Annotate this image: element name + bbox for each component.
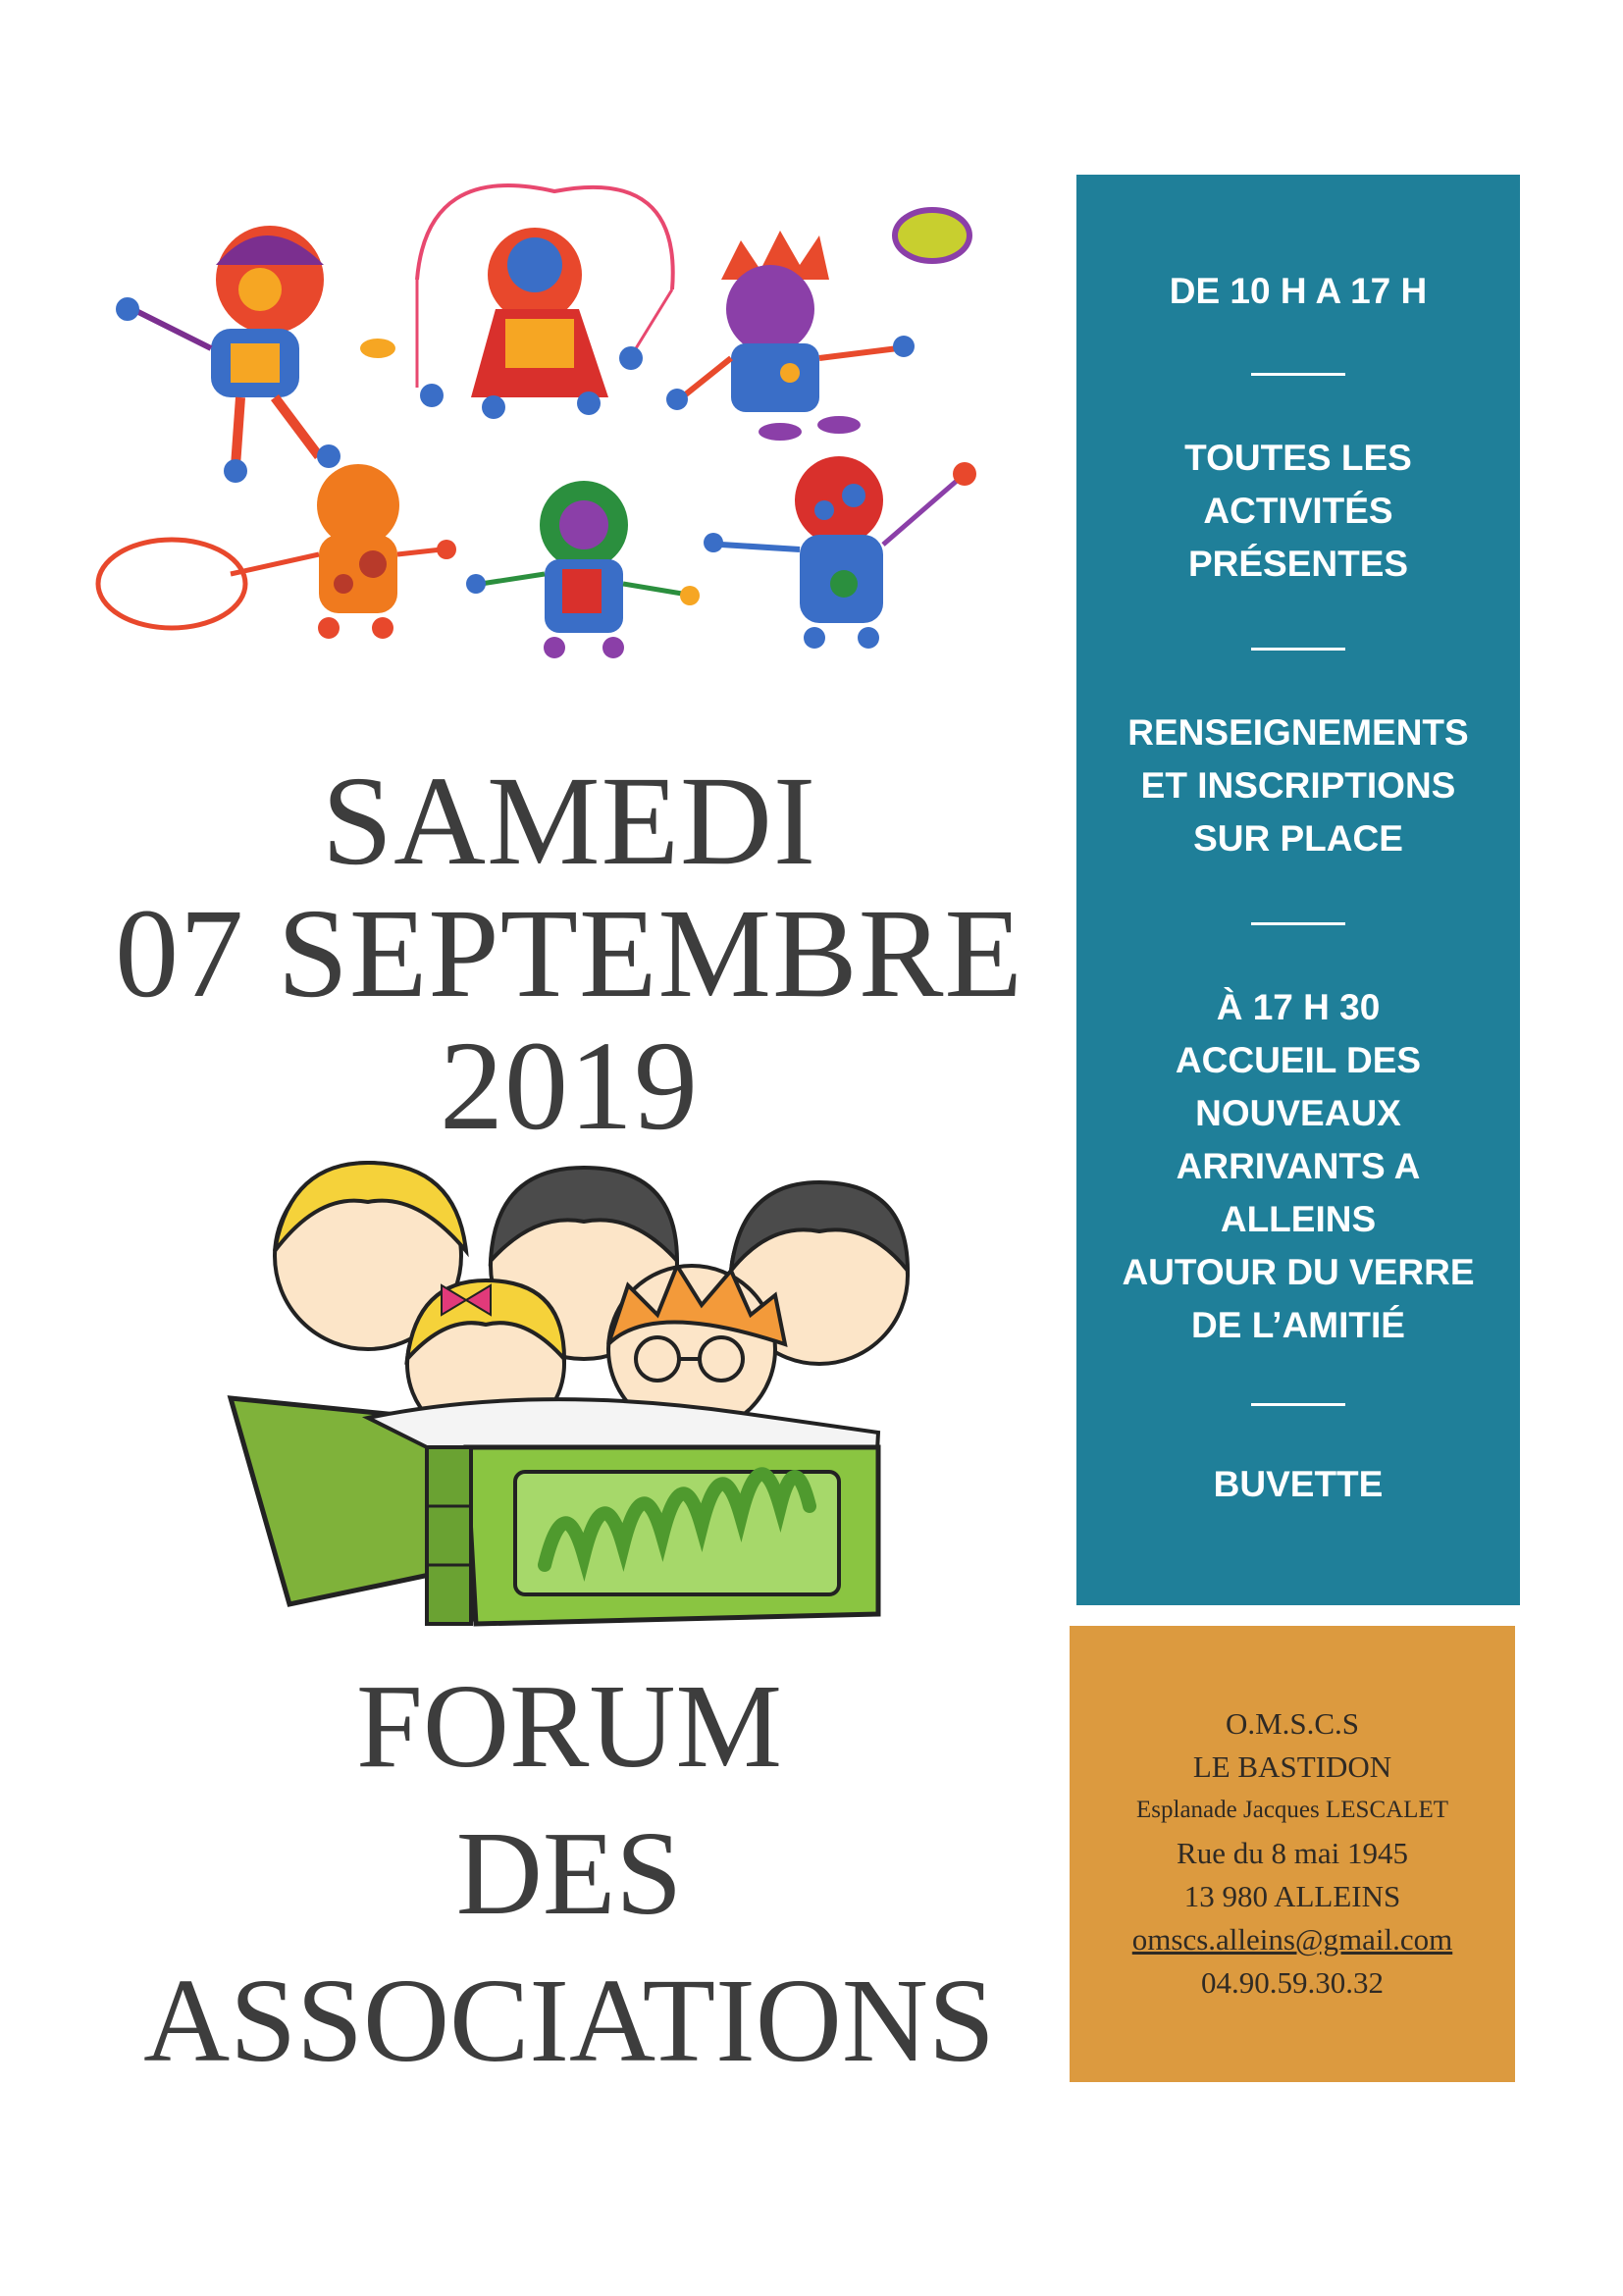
info-refreshments-line: BUVETTE [1213, 1464, 1384, 1504]
title-line-2: DES [455, 1807, 683, 1940]
info-separator [1251, 1403, 1345, 1406]
info-separator [1251, 648, 1345, 651]
info-registration-line: SUR PLACE [1193, 818, 1403, 859]
info-registration [1076, 706, 1520, 865]
info-hours-line: DE 10 H A 17 H [1169, 271, 1428, 311]
contact-phone: 04.90.59.30.32 [1201, 1965, 1384, 2000]
info-welcome-line: ARRIVANTS A [1176, 1146, 1421, 1186]
info-registration-line: ET INSCRIPTIONS [1140, 765, 1456, 806]
title-line-3: ASSOCIATIONS [143, 1955, 995, 2087]
info-welcome [1076, 981, 1520, 1352]
contact-organization: O.M.S.C.S [1225, 1706, 1360, 1741]
info-box [1076, 175, 1520, 1605]
info-welcome-line: DE L’AMITIÉ [1191, 1305, 1405, 1345]
info-refreshments [1076, 1458, 1520, 1511]
child-figure [466, 481, 700, 658]
title-line-1: FORUM [356, 1660, 782, 1793]
contact-place: Esplanade Jacques LESCALET [1136, 1797, 1448, 1823]
child-figure [704, 456, 976, 649]
children-reading-book-illustration [191, 1153, 976, 1634]
contact-box [1070, 1626, 1515, 2082]
info-welcome-line: À 17 H 30 [1216, 987, 1381, 1027]
info-welcome-line: NOUVEAUX [1195, 1093, 1401, 1133]
info-registration-line: RENSEIGNEMENTS [1127, 712, 1469, 753]
child-figure [98, 464, 456, 639]
contact-street: Rue du 8 mai 1945 [1177, 1836, 1408, 1870]
contact-city: 13 980 ALLEINS [1183, 1879, 1401, 1913]
info-hours [1076, 265, 1520, 318]
info-activities [1076, 432, 1520, 591]
child-figure [666, 210, 969, 441]
info-separator [1251, 373, 1345, 376]
info-activities-line: TOUTES LES [1184, 438, 1412, 478]
contact-venue: LE BASTIDON [1192, 1749, 1392, 1784]
date-line-year: 2019 [440, 1016, 699, 1157]
contact-email-link[interactable]: omscs.alleins@gmail.com [1131, 1922, 1453, 1957]
date-line-day: SAMEDI [321, 751, 817, 892]
child-figure [417, 185, 673, 419]
info-separator [1251, 922, 1345, 925]
info-activities-line: PRÉSENTES [1187, 544, 1409, 584]
date-line-month: 07 SEPTEMBRE [115, 883, 1023, 1024]
event-date-heading [59, 751, 1079, 1157]
child-figure [116, 226, 395, 483]
info-activities-line: ACTIVITÉS [1203, 491, 1393, 531]
info-welcome-line: ACCUEIL DES [1175, 1040, 1422, 1080]
info-welcome-line: ALLEINS [1220, 1199, 1377, 1239]
event-title [59, 1653, 1079, 2095]
children-playing-illustration [93, 172, 1006, 662]
info-welcome-line: AUTOUR DU VERRE [1122, 1252, 1475, 1292]
